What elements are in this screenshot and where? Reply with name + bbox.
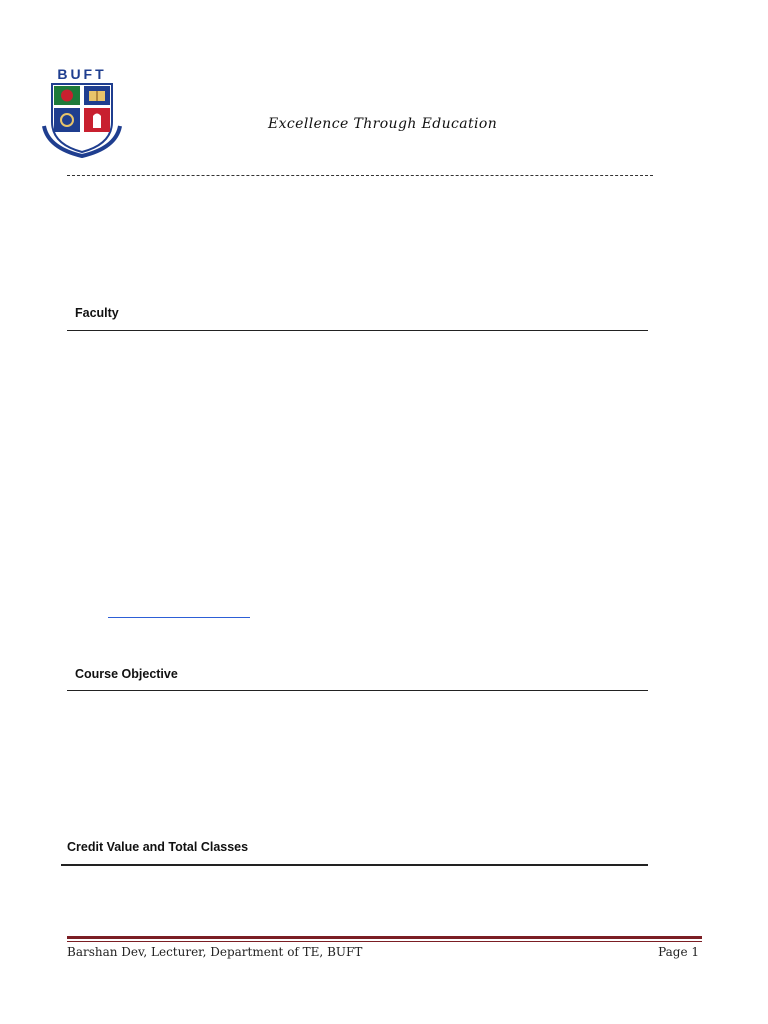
header-divider xyxy=(67,175,653,176)
credit-value-rule xyxy=(61,864,648,866)
footer-rule-thin xyxy=(67,941,702,942)
footer-rule xyxy=(67,936,702,939)
course-objective-rule xyxy=(67,690,648,691)
footer-author: Barshan Dev, Lecturer, Department of TE, BUFT xyxy=(67,945,363,959)
motto-text: Excellence Through Education xyxy=(268,116,498,132)
page-number: Page 1 xyxy=(658,945,699,959)
buft-crest-icon xyxy=(40,66,124,158)
faculty-rule xyxy=(67,330,648,331)
logo-text: BUFT xyxy=(57,66,107,82)
faculty-heading: Faculty xyxy=(75,306,119,320)
faculty-email-link[interactable] xyxy=(108,617,250,618)
buft-logo xyxy=(40,66,124,158)
course-objective-heading: Course Objective xyxy=(75,667,178,681)
credit-value-heading: Credit Value and Total Classes xyxy=(67,840,249,854)
